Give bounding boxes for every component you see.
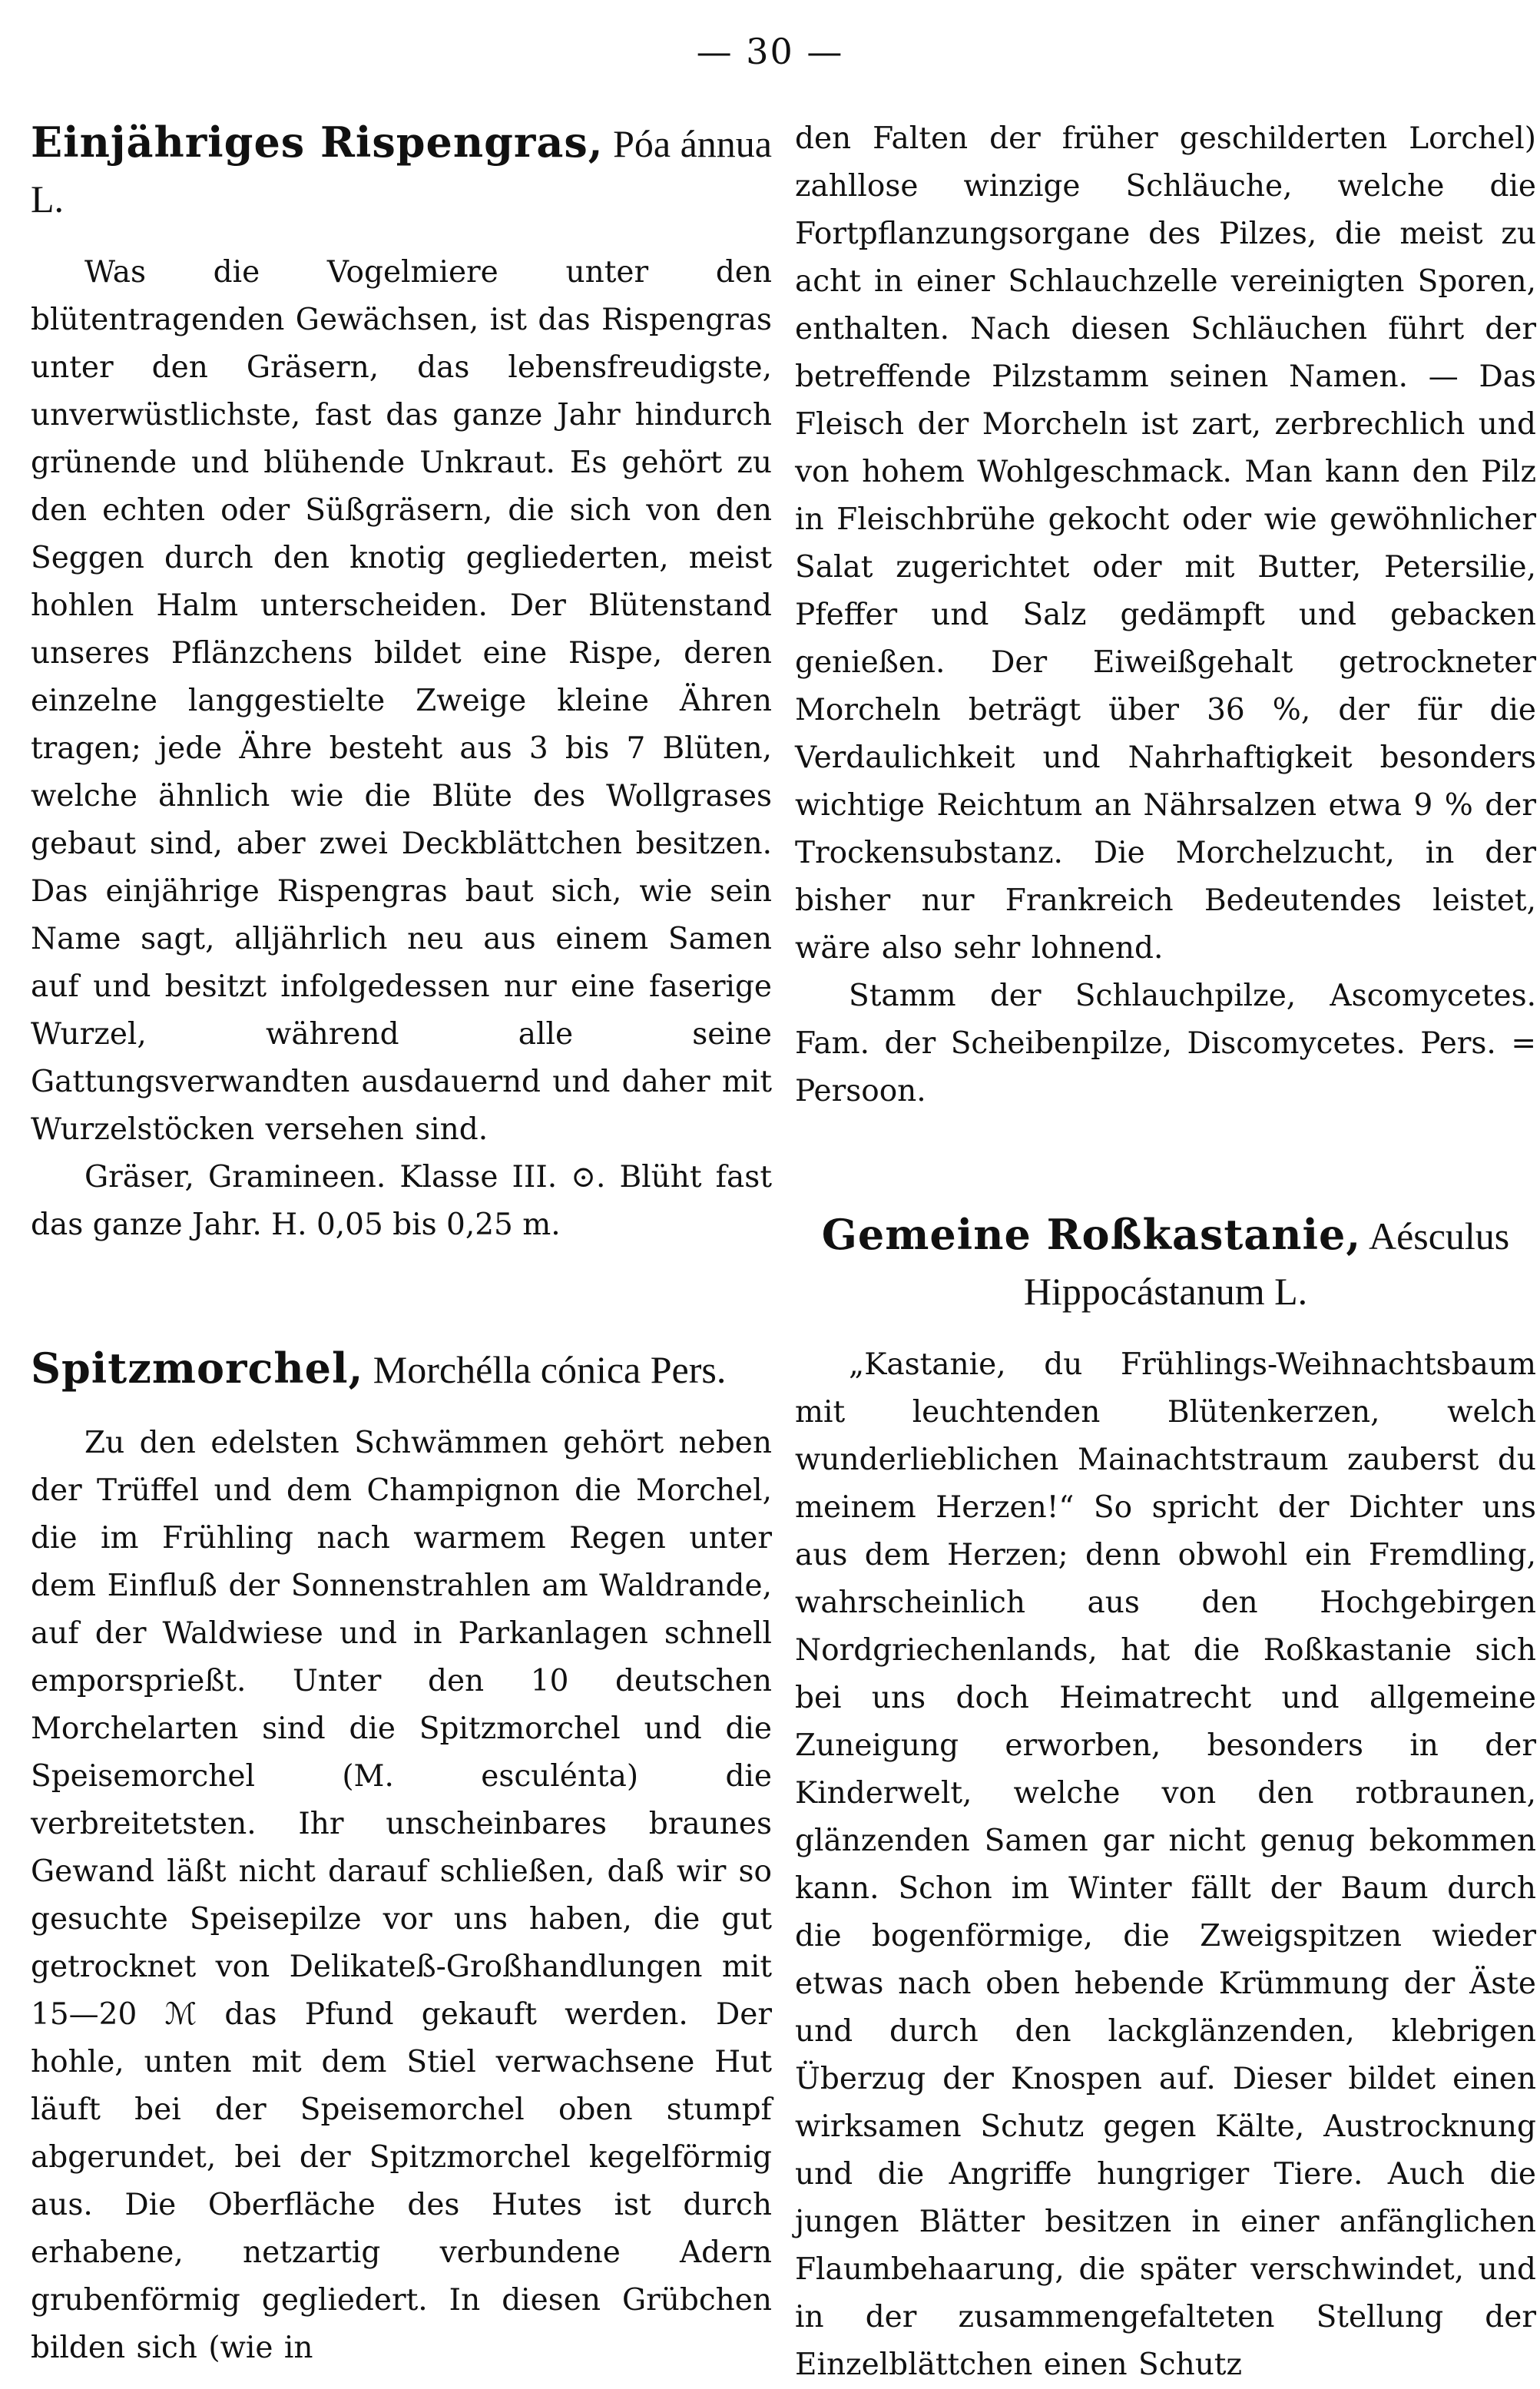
entry-body-spitzmorchel: Zu den edelsten Schwämmen gehört neben der Trüffel und dem Champignon die Morchel, die im Frühling nach warmem Regen unter dem Einfluß der Sonnenstrahlen am Waldrande, auf der Waldwiese und in Parkanlagen schnell emporsprießt. Unter den 10 deutschen Morchelarten sind die Spitzmorchel und die Speisemorchel (M. esculénta) die verbreitetsten. Ihr unscheinbares braunes Gewand läßt nicht darauf schließen, daß wir so gesuchte Speisepilze vor uns haben, die gut getrocknet von Delikateß-Großhandlungen mit 15—20 ℳ das Pfund gekauft werden. Der hohle, unten mit dem Stiel verwachsene Hut läuft bei der Speisemorchel oben stumpf abgerundet, bei der Spitzmorchel kegelförmig aus. Die Oberfläche des Hutes ist durch erhabene, netzartig verbundene Adern grubenförmig gegliedert. In diesen Grübchen bilden sich (wie in [31,1426,772,2365]
entry-body-spitzmorchel-continued: den Falten der früher geschilderten Lorchel) zahllose winzige Schläuche, welche die Fortpflanzungsorgane des Pilzes, die meist zu acht in einer Schlauchzelle vereinigten Sporen, enthalten. Nach diesen Schläuchen führt der betreffende Pilzstamm seinen Namen. — Das Fleisch der Morcheln ist zart, zerbrechlich und von hohem Wohlgeschmack. Man kann den Pilz in Fleischbrühe gekocht oder wie gewöhnlicher Salat zugerichtet oder mit Butter, Petersilie, Pfeffer und Salz gedämpft und gebacken genießen. Der Eiweißgehalt getrockneter Morcheln beträgt über 36 %, der für die Verdaulichkeit und Nahrhaftigkeit besonders wichtige Reichtum an Nährsalzen etwa 9 % der Trockensubstanz. Die Morchelzucht, in der bisher nur Frankreich Bedeutendes leistet, wäre also sehr lohnend. [795,121,1536,966]
entry-meta-spitzmorchel: Stamm der Schlauchpilze, Ascomycetes. Fam. der Scheibenpilze, Discomycetes. Pers. = Persoon. [795,979,1536,1108]
entry-title-latin: Morchélla cónica Pers. [363,1348,727,1391]
entry-title-german: Einjähriges Rispengras, [31,118,604,167]
right-column [795,115,1536,2389]
page-number: — 30 — [696,31,844,72]
entry-body-rosskastanie: „Kastanie, du Frühlings-Weihnachtsbaum mit leuchtenden Blütenkerzen, welch wunderlieblichen Mainachtstraum zauberst du meinem Herzen!“ So spricht der Dichter uns aus dem Herzen; denn obwohl ein Fremdling, wahrscheinlich aus den Hochgebirgen Nordgriechenlands, hat die Roßkastanie sich bei uns doch Heimatrecht und allgemeine Zuneigung erworben, besonders in der Kinderwelt, welche von den rotbraunen, glänzenden Samen gar nicht genug bekommen kann. Schon im Winter fällt der Baum durch die bogenförmige, die Zweigspitzen wieder etwas nach oben hebende Krümmung der Äste und durch den lackglänzenden, klebrigen Überzug der Knospen auf. Dieser bildet einen wirksamen Schutz gegen Kälte, Austrocknung und die Angriffe hungriger Tiere. Auch die jungen Blätter besitzen in einer anfänglichen Flaumbehaarung, die später verschwindet, und in der zusammengefalteten Stellung der Einzelblättchen einen Schutz [795,1347,1536,2382]
entry-title-latin: Póa ánnua L. [31,122,772,220]
entry-title-german: Spitzmorchel, [31,1344,364,1393]
entry-body-rispengras: Was die Vogelmiere unter den blütentragenden Gewächsen, ist das Rispengras unter den Gräsern, das lebensfreudigste, unverwüstlichste, fast das ganze Jahr hindurch grünende und blühende Unkraut. Es gehört zu den echten oder Süßgräsern, die sich von den Seggen durch den knotig gegliederten, meist hohlen Halm unterscheiden. Der Blütenstand unseres Pflänzchens bildet eine Rispe, deren einzelne langgestielte Zweige kleine Ähren tragen; jede Ähre besteht aus 3 bis 7 Blüten, welche ähnlich wie die Blüte des Wollgrases gebaut sind, aber zwei Deckblättchen besitzen. Das einjährige Rispengras baut sich, wie sein Name sagt, alljährlich neu aus einem Samen auf und besitzt infolgedessen nur eine faserige Wurzel, während alle seine Gattungsverwandten ausdauernd und daher mit Wurzelstöcken versehen sind. [31,255,772,1147]
entry-title-rispengras [31,115,772,226]
entry-title-german: Gemeine Roßkastanie, [821,1210,1362,1259]
entry-title-spitzmorchel [31,1341,772,1397]
entry-title-rosskastanie [795,1208,1536,1318]
entry-title-latin: Aésculus Hippocástanum L. [1023,1214,1510,1313]
section-spacer [31,1249,772,1341]
section-spacer [795,1115,1536,1208]
entry-meta-rispengras: Gräser, Gramineen. Klasse III. ⊙. Blüht fast das ganze Jahr. H. 0,05 bis 0,25 m. [31,1160,772,1242]
left-column [31,115,772,2372]
